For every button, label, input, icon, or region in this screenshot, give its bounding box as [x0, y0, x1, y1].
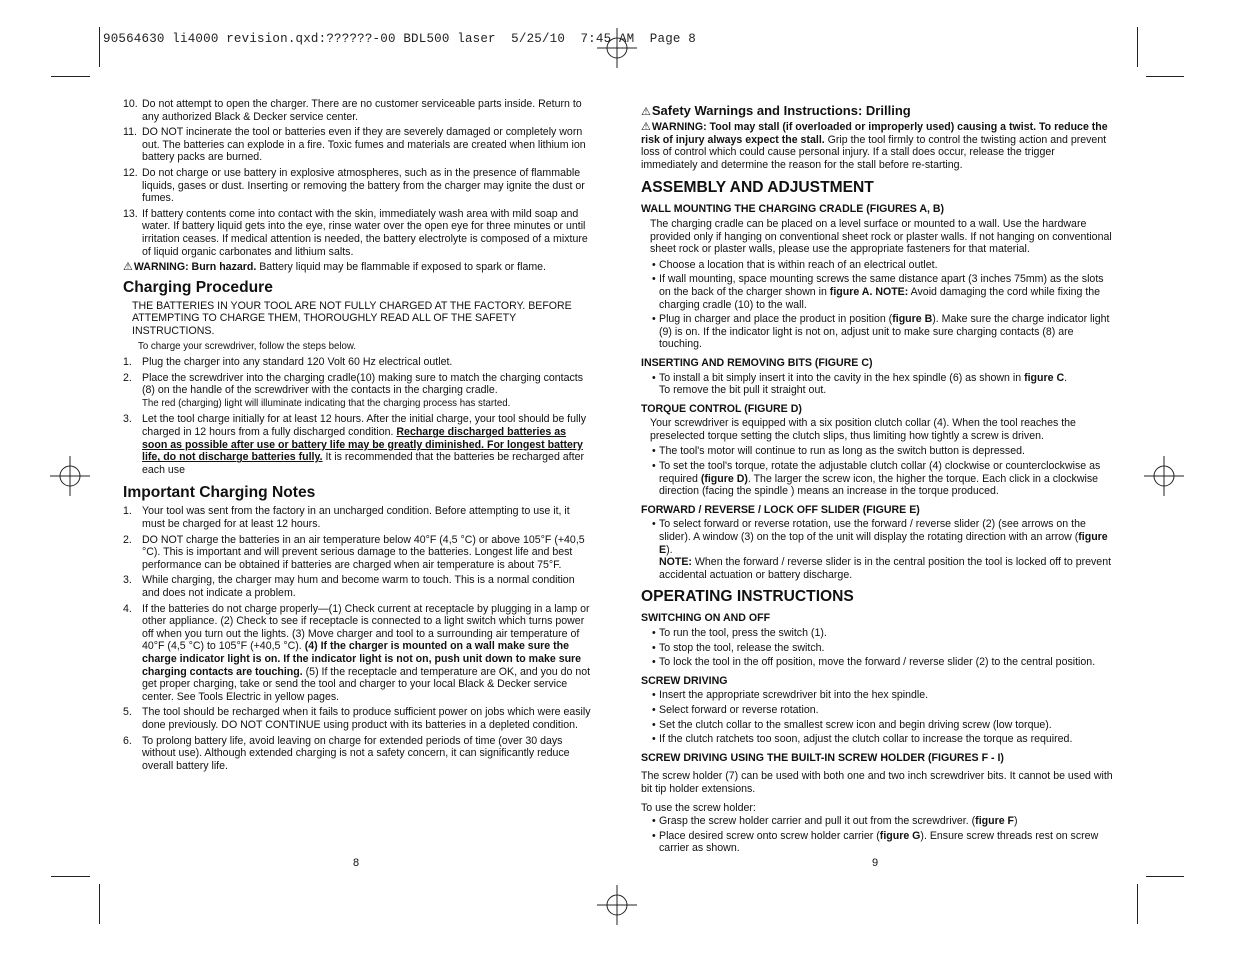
- list-item: 3. Let the tool charge initially for at least 12 hours. After the initial charge, your tool should be fully charged in 12 hours from a fully discharged condition. Recharge discharged batteries as soon as possible after use or battery life may be greatly diminished. For longest battery life, do not discharge batteries fully. It is recommended that the batteries be recharged after each use: [123, 413, 587, 476]
- list-item: 10. Do not attempt to open the charger. There are no customer serviceable parts inside. Return to any authorized Black & Decker service center.: [123, 98, 582, 123]
- slider-heading: FORWARD / REVERSE / LOCK OFF SLIDER (FIGURE E): [641, 503, 920, 516]
- list-item: • Set the clutch collar to the smallest screw icon and begin driving screw (low torque).: [652, 718, 1052, 731]
- registration-mark-icon: [1144, 456, 1184, 496]
- crop-mark: [51, 76, 90, 77]
- list-item: • Choose a location that is within reach of an electrical outlet.: [652, 258, 938, 271]
- list-item: 11. DO NOT incinerate the tool or batteries even if they are severely damaged or completely worn out. The batteries can explode in a fire. Toxic fumes and materials are created when lithium ion battery packs are burned.: [123, 126, 586, 164]
- list-item: 6. To prolong battery life, avoid leaving on charge for extended periods of time (over 30 days without use). Although extended charging is not a safety concern, it can significantly reduce overall battery life.: [123, 734, 570, 772]
- list-item: 1. Your tool was sent from the factory in an uncharged condition. Before attempting to use it, it must be charged for at least 12 hours.: [123, 505, 570, 531]
- list-item: 13. If battery contents come into contact with the skin, immediately wash area with mild soap and water. If battery liquid gets into the eye, rinse water over the open eye for three minutes or until irritation ceases. If medical attention is needed, the battery electrolyte is composed of a mixture of liquid organic carbonates and lithium salts.: [123, 207, 588, 258]
- list-item: 1. Plug the charger into any standard 120 Volt 60 Hz electrical outlet.: [123, 356, 453, 369]
- page-number: 8: [353, 857, 360, 869]
- crop-mark: [1137, 27, 1138, 67]
- assembly-heading: ASSEMBLY AND ADJUSTMENT: [641, 179, 874, 197]
- registration-mark-icon: [597, 28, 637, 68]
- warning-triangle-icon: ⚠: [641, 121, 651, 133]
- charging-intro: THE BATTERIES IN YOUR TOOL ARE NOT FULLY CHARGED AT THE FACTORY. BEFORE ATTEMPTING TO CHARGE THEM, THOROUGHLY READ ALL OF THE SAFETY INSTRUCTIONS.: [132, 299, 572, 337]
- charging-procedure-heading: Charging Procedure: [123, 278, 273, 296]
- list-item: • To install a bit simply insert it into the cavity in the hex spindle (6) as shown in figure C. To remove the bit pull it straight out.: [652, 371, 1068, 397]
- list-item: 2. DO NOT charge the batteries in an air temperature below 40°F (4,5 °C) or above 105°F (+40,5 °C). This is important and will prevent serious damage to the batteries. Longest life and best performance can be obtained if batteries are charged when air temperature is about 75°F.: [123, 533, 585, 571]
- list-item: • To run the tool, press the switch (1).: [652, 627, 827, 639]
- registration-mark-icon: [50, 456, 90, 496]
- right-page: ⚠Safety Warnings and Instructions: Drilling ⚠WARNING: Tool may stall (if overloaded or improperly used) causing a twist. To reduce the risk of injury always expect the stall. Grip the tool firmly to control the twisting action and prevent loss of control which could cause personal injury. If a stall does occur, release the trigger immediately and determine the reason for the stall before re-starting. ASSEMBLY AND ADJUSTMENT WALL MOUNTING THE CHARGING CRADLE (FIGURES A, B) The charging cradle can be placed on a level surface or mounted to a wall. Use the hardware provided only if hanging on conventional sheet rock or plaster walls. If not hanging on conventional sheet rock or plaster walls, please use the appropriate fasteners for that material. • Choose a location that is within reach of an electrical outlet. • If wall mounting, space mounting screws the same distance apart (3 inches 75mm) as the slots on the back of the charger shown in figure A. NOTE: Avoid damaging the cord while fixing the charging cradle (10) to the wall. • Plug in charger and place the product in position (figure B). Make sure the charge indicator light (9) is on. If the indicator light is not on, adjust unit to make sure charging contacts (8) are touching. INSERTING AND REMOVING BITS (FIGURE C) • To install a bit simply insert it into the cavity in the hex spindle (6) as shown in figure C. To remove the bit pull it straight out. TORQUE CONTROL (FIGURE D) Your screwdriver is equipped with a six position clutch collar (4). When the tool reaches the preselected torque setting the clutch slips, thus limiting how tightly a screw is driven. • The tool's motor will continue to run as long as the switch button is depressed. • To set the tool's torque, rotate the adjustable clutch collar (4) clockwise or counterclockwise as required (figure D). The larger the screw icon, the higher the torque. Each click in a clockwise direction (facing the spindle ) means an increase in the torque produced. FORWARD / REVERSE / LOCK OFF SLIDER (FIGURE E) • To select forward or reverse rotation, use the forward / reverse slider (2) (see arrows on the slider). A window (3) on the top of the unit will display the rotating direction with an arrow (figure E). NOTE: When the forward / reverse slider is in the central position the tool is locked off to prevent accidental actuation or battery discharge. OPERATING INSTRUCTIONS SWITCHING ON AND OFF • To run the tool, press the switch (1). • To stop the tool, release the switch. • To lock the tool in the off position, move the forward / reverse slider (2) to the central position. SCREW DRIVING • Insert the appropriate screwdriver bit into the hex spindle. • Select forward or reverse rotation. • Set the clutch collar to the smallest screw icon and begin driving screw (low torque). • If the clutch ratchets too soon, adjust the clutch collar to increase the torque as required. SCREW DRIVING USING THE BUILT-IN SCREW HOLDER (FIGURES F - I) The screw holder (7) can be used with both one and two inch screwdriver bits. It cannot be used with bit tip holder extensions. To use the screw holder: • Grasp the screw holder carrier and pull it out from the screwdriver. (figure F) • Place desired screw onto screw holder carrier (figure G). Ensure screw threads rest on screw carrier as shown.: [641, 103, 1113, 855]
- list-item: 5. The tool should be recharged when it fails to produce sufficient power on jobs which were easily done previously. DO NOT CONTINUE using product with its batteries in a depleted condition.: [123, 706, 591, 731]
- crop-mark: [1146, 876, 1184, 877]
- page-number: 9: [872, 857, 879, 869]
- list-item: 3. While charging, the charger may hum and become warm to touch. This is a normal condition and does not indicate a problem.: [123, 574, 575, 599]
- crop-mark: [99, 884, 100, 924]
- crop-mark: [51, 876, 90, 877]
- warning-triangle-icon: ⚠: [641, 106, 651, 118]
- list-item: • Grasp the screw holder carrier and pull it out from the screwdriver. (figure F): [652, 815, 1018, 828]
- list-item: 12. Do not charge or use battery in explosive atmospheres, such as in the presence of flammable liquids, gases or dust. Inserting or removing the battery from the charger may ignite the dust or fumes.: [123, 166, 585, 205]
- stall-warning: ⚠WARNING: Tool may stall (if overloaded or improperly used) causing a twist. To reduce the risk of injury always expect the stall. Grip the tool firmly to control the twisting action and prevent loss of control which could cause personal injury. If a stall does occur, release the trigger immediately and determine the reason for the stall before re-starting.: [641, 121, 1108, 171]
- list-item: 2. Place the screwdriver into the charging cradle(10) making sure to match the charging contacts (8) on the handle of the screwdriver with the contacts in the charging cradle. The red (charging) light will illuminate indicating that the charging process has started.: [123, 371, 584, 409]
- list-item: • Insert the appropriate screwdriver bit into the hex spindle.: [652, 689, 929, 702]
- operating-heading: OPERATING INSTRUCTIONS: [641, 588, 854, 606]
- crop-mark: [99, 27, 100, 67]
- warning-triangle-icon: ⚠: [123, 261, 133, 274]
- drilling-heading: ⚠Safety Warnings and Instructions: Drilling: [641, 103, 911, 118]
- list-item: • Place desired screw onto screw holder carrier (figure G). Ensure screw threads rest on screw carrier as shown.: [652, 829, 1099, 855]
- list-item: • Plug in charger and place the product in position (figure B). Make sure the charge indicator light (9) is on. If the indicator light is not on, adjust unit to make sure charging contacts (8) are touching.: [652, 313, 1110, 351]
- list-item: • To stop the tool, release the switch.: [652, 641, 825, 654]
- wall-mounting-heading: WALL MOUNTING THE CHARGING CRADLE (FIGURES A, B): [641, 203, 945, 216]
- list-item: • To lock the tool in the off position, move the forward / reverse slider (2) to the central position.: [652, 656, 1096, 669]
- crop-mark: [1137, 884, 1138, 924]
- left-page: [123, 98, 593, 775]
- burn-warning: ⚠WARNING: Burn hazard. Battery liquid may be flammable if exposed to spark or flame.: [123, 261, 546, 274]
- torque-heading: TORQUE CONTROL (FIGURE D): [641, 402, 802, 415]
- charging-sub: To charge your screwdriver, follow the steps below.: [138, 340, 357, 352]
- bits-heading: INSERTING AND REMOVING BITS (FIGURE C): [641, 356, 873, 369]
- list-item: • To select forward or reverse rotation, use the forward / reverse slider (2) (see arrows on the slider). A window (3) on the top of the unit will display the rotating direction with an arrow (figure E). NOTE: When the forward / reverse slider is in the central position the tool is locked off to prevent accidental actuation or battery discharge.: [652, 518, 1112, 581]
- list-item: • The tool's motor will continue to run as long as the switch button is depressed.: [652, 445, 1025, 458]
- slug-line: 90564630 li4000 revision.qxd:??????-00 BDL500 laser 5/25/10 7:45 AM Page 8: [103, 32, 696, 46]
- registration-mark-icon: [597, 885, 637, 925]
- important-charging-notes-heading: Important Charging Notes: [123, 484, 316, 502]
- list-item: 4. If the batteries do not charge properly—(1) Check current at receptacle by plugging in a lamp or other appliance. (2) Check to see if receptacle is connected to a light switch which turns power off when you turn out the lights. (3) Move charger and tool to a surrounding air temperature of 40°F (4,5 °C) to 105°F (+40,5 °C). (4) If the charger is mounted on a wall make sure the charge indicator light is on. If the indicator light is not on, push unit down to make sure charging contacts are touching. (5) If the receptacle and temperature are OK, and you do not get proper charging, take or send the tool and charger to your local Black & Decker service center. See Tools Electric in yellow pages.: [123, 602, 591, 703]
- list-item: • If wall mounting, space mounting screws the same distance apart (3 inches 75mm) as the slots on the back of the charger shown in figure A. NOTE: Avoid damaging the cord while fixing the charging cradle (10) to the wall.: [652, 273, 1104, 311]
- list-item: • If the clutch ratchets too soon, adjust the clutch collar to increase the torque as required.: [652, 733, 1073, 746]
- screw-holder-heading: SCREW DRIVING USING THE BUILT-IN SCREW HOLDER (FIGURES F - I): [641, 751, 1004, 764]
- switching-heading: SWITCHING ON AND OFF: [641, 612, 771, 625]
- list-item: • To set the tool's torque, rotate the adjustable clutch collar (4) clockwise or counterclockwise as required (figure D). The larger the screw icon, the higher the torque. Each click in a clockwise direction (facing the spindle ) means an increase in the torque produced.: [652, 460, 1101, 498]
- list-item: • Select forward or reverse rotation.: [652, 703, 819, 716]
- screw-driving-heading: SCREW DRIVING: [641, 674, 728, 687]
- crop-mark: [1146, 76, 1184, 77]
